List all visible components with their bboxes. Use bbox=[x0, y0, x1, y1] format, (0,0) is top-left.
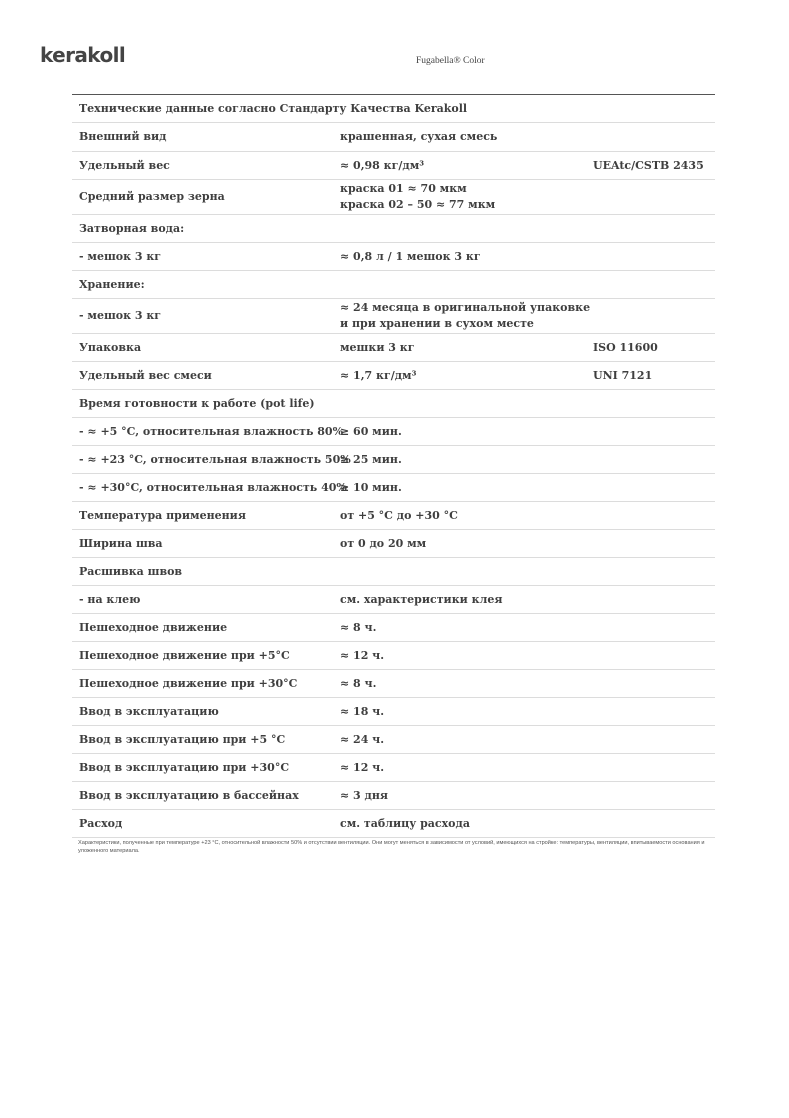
table-row bbox=[72, 698, 715, 726]
row-label: - на клею bbox=[79, 592, 141, 606]
table-row bbox=[72, 530, 715, 558]
table-row bbox=[72, 614, 715, 642]
row-value: ≈ 8 ч. bbox=[340, 620, 377, 634]
table-row bbox=[72, 243, 715, 271]
kerakoll-logo: kerakoll bbox=[40, 43, 126, 67]
row-label: Пешеходное движение при +5°C bbox=[79, 648, 290, 662]
row-value: ≈ 24 месяца в оригинальной упаковке и при хранении в сухом месте bbox=[340, 301, 591, 330]
table-row bbox=[72, 670, 715, 698]
table-row bbox=[72, 123, 715, 152]
table-row bbox=[72, 418, 715, 446]
row-label: Расшивка швов bbox=[79, 564, 183, 578]
row-label: Ввод в эксплуатацию в бассейнах bbox=[79, 788, 299, 802]
row-label: Пешеходное движение bbox=[79, 620, 228, 634]
table-row bbox=[72, 390, 715, 418]
row-value: ≥ 25 мин. bbox=[340, 452, 402, 466]
row-value: от 0 до 20 мм bbox=[340, 536, 427, 550]
row-value: см. таблицу расхода bbox=[340, 816, 470, 830]
row-label: Затворная вода: bbox=[79, 221, 185, 235]
row-value: ≈ 18 ч. bbox=[340, 704, 385, 718]
row-value: ≈ 12 ч. bbox=[340, 760, 385, 774]
table-row bbox=[72, 271, 715, 299]
row-label: Температура применения bbox=[79, 508, 246, 522]
row-label: - ≈ +30°C, относительная влажность 40% bbox=[79, 480, 347, 494]
table-row bbox=[72, 502, 715, 530]
row-value: от +5 °C до +30 °C bbox=[340, 508, 458, 522]
row-label: Внешний вид bbox=[79, 130, 167, 143]
row-standard: ISO 11600 bbox=[593, 340, 658, 354]
row-label: Хранение: bbox=[79, 277, 145, 291]
row-value: ≥ 60 мин. bbox=[340, 424, 402, 438]
row-label: - мешок 3 кг bbox=[79, 249, 162, 263]
row-label: - ≈ +23 °C, относительная влажность 50% bbox=[79, 452, 351, 466]
row-label: Пешеходное движение при +30°C bbox=[79, 676, 298, 690]
row-label: Удельный вес смеси bbox=[79, 368, 212, 382]
table-row bbox=[72, 362, 715, 390]
table-title: Технические данные согласно Стандарту Качества Kerakoll bbox=[79, 102, 468, 115]
table-row bbox=[72, 586, 715, 614]
row-label: Ввод в эксплуатацию при +30°C bbox=[79, 760, 290, 774]
table-row bbox=[72, 446, 715, 474]
row-value: см. характеристики клея bbox=[340, 592, 503, 606]
row-standard: UNI 7121 bbox=[593, 368, 653, 382]
row-value: ≈ 8 ч. bbox=[340, 676, 377, 690]
row-label: Ширина шва bbox=[79, 536, 163, 550]
table-title-row bbox=[72, 96, 715, 123]
row-standard: UEAtc/CSTB 2435 bbox=[593, 158, 704, 172]
row-label: - мешок 3 кг bbox=[79, 309, 162, 322]
footnote: Характеристики, полученные при температуре +23 °C, относительной влажности 50% и отсутствии вентиляции. Они могут меняться в зависимости от условий, имеющихся на стройке: температуры, вентиляции, впитываемости основания и уложенного материала. bbox=[78, 840, 705, 854]
table-row bbox=[72, 474, 715, 502]
row-value: ≈ 24 ч. bbox=[340, 732, 385, 746]
row-label: Расход bbox=[79, 816, 123, 830]
row-label: Удельный вес bbox=[79, 158, 170, 172]
table-row bbox=[72, 782, 715, 810]
row-label: Средний размер зерна bbox=[79, 190, 225, 203]
row-value: ≥ 10 мин. bbox=[340, 480, 402, 494]
table-row bbox=[72, 180, 715, 215]
table-row bbox=[72, 334, 715, 362]
table-row bbox=[72, 754, 715, 782]
row-value: ≈ 1,7 кг/дм³ bbox=[340, 368, 417, 382]
technical-data-table bbox=[72, 96, 715, 838]
row-label: Время готовности к работе (pot life) bbox=[79, 396, 315, 410]
row-label: Ввод в эксплуатацию bbox=[79, 704, 219, 718]
table-row bbox=[72, 152, 715, 180]
table-row bbox=[72, 726, 715, 754]
row-value: ≈ 12 ч. bbox=[340, 648, 385, 662]
table-row bbox=[72, 558, 715, 586]
row-value: краска 01 ≈ 70 мкм краска 02 – 50 ≈ 77 мкм bbox=[340, 182, 496, 211]
table-row bbox=[72, 810, 715, 838]
row-value: ≈ 0,8 л / 1 мешок 3 кг bbox=[340, 249, 481, 263]
row-value: ≈ 0,98 кг/дм³ bbox=[340, 158, 425, 172]
row-label: - ≈ +5 °C, относительная влажность 80% bbox=[79, 424, 344, 438]
header-divider bbox=[72, 94, 715, 95]
table-row bbox=[72, 215, 715, 243]
row-value: крашенная, сухая смесь bbox=[340, 130, 498, 143]
product-name: Fugabella® Color bbox=[416, 56, 485, 66]
row-value: мешки 3 кг bbox=[340, 340, 415, 354]
row-value: ≈ 3 дня bbox=[340, 788, 389, 802]
table-row bbox=[72, 642, 715, 670]
row-label: Ввод в эксплуатацию при +5 °C bbox=[79, 732, 286, 746]
table-row bbox=[72, 299, 715, 334]
row-label: Упаковка bbox=[79, 340, 142, 354]
